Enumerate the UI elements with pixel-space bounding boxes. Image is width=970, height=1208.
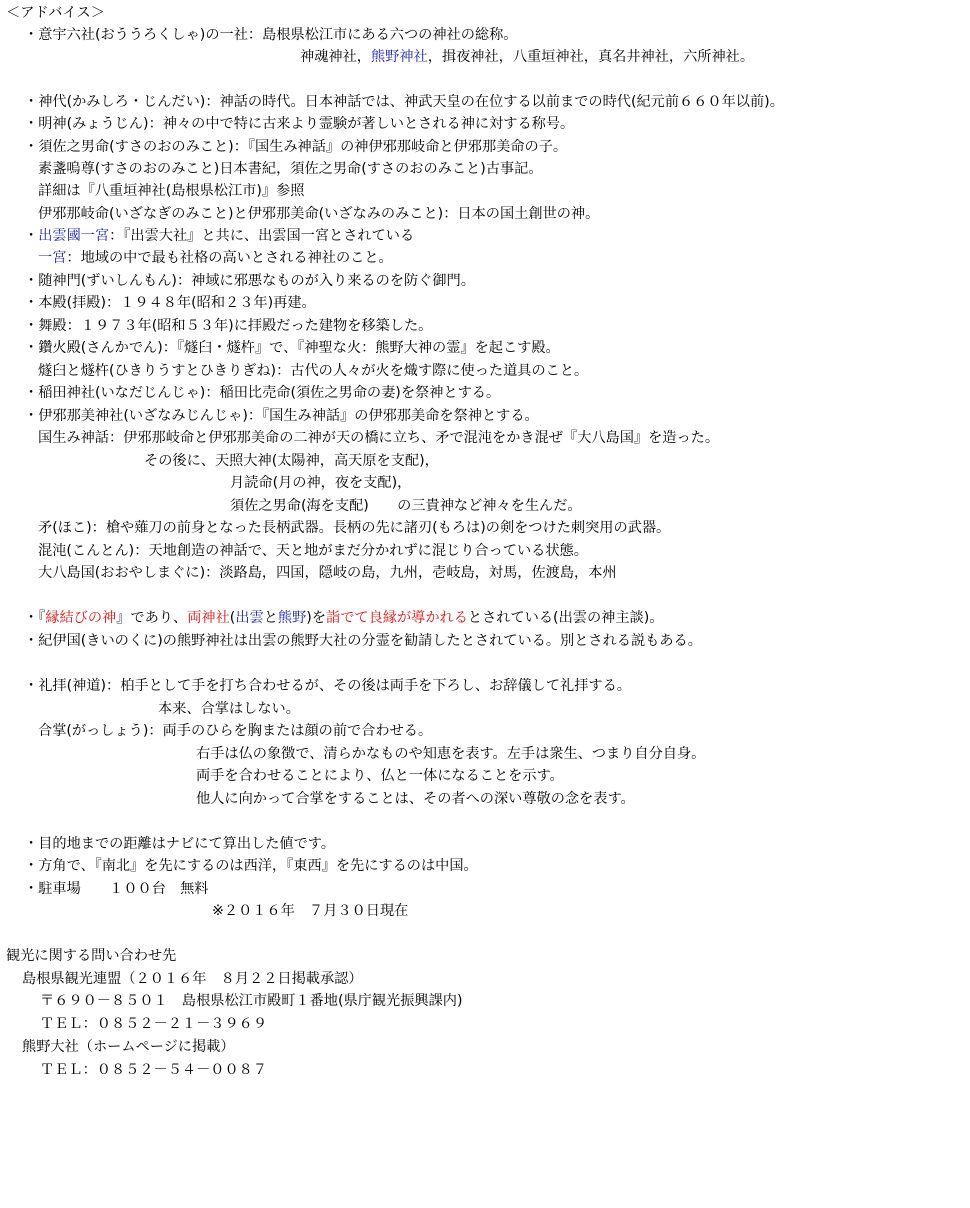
- highlight-text: 縁結びの神: [45, 610, 117, 626]
- advice-heading: ＜アドバイス＞: [6, 5, 105, 21]
- highlight-text: 両神社: [187, 610, 230, 626]
- advice-line: [24, 607, 663, 629]
- contact-address: 〒６９０－８５０１ 島根県松江市殿町１番地(県庁観光振興課内): [40, 993, 463, 1009]
- advice-line: 須佐之男命(海を支配) の三貴神など神々を生んだ。: [230, 498, 582, 514]
- line-text: 』であり、: [116, 610, 188, 626]
- kumano-link[interactable]: 熊野: [277, 610, 307, 626]
- advice-line: 燧臼と燧杵(ひきりうすとひきりぎね)：古代の人々が火を熾す際に使った道具のこと。: [38, 363, 589, 379]
- line-text: )を: [306, 610, 327, 626]
- ichinomiya-link[interactable]: 一宮: [38, 250, 67, 266]
- advice-line: その後に、天照大神(太陽神，高天原を支配)，: [144, 453, 439, 469]
- advice-line: ・礼拝(神道)：柏手として手を打ち合わせるが、その後は両手を下ろし、お辞儀して礼拝する。: [24, 678, 631, 694]
- line-text: ：地域の中で最も社格の高いとされる神社のこと。: [66, 250, 393, 266]
- advice-line: 月読命(月の神，夜を支配)，: [230, 475, 412, 491]
- advice-line: ・鑽火殿(さんかでん)：『燧臼・燧杵』で、『神聖な火：熊野大神の霊』を起こす殿。: [24, 340, 560, 356]
- advice-line: [38, 247, 393, 269]
- advice-line: ・方角で、『南北』を先にするのは西洋，『東西』を先にするのは中国。: [24, 858, 478, 874]
- contact-org: 島根県観光連盟（２０１６年 ８月２２日掲載承認）: [22, 971, 363, 987]
- contact-tel: ＴＥＬ：０８５２－５４－００８７: [40, 1062, 268, 1078]
- advice-line: ・須佐之男命(すさのおのみこと)：『国生み神話』の神伊邪那岐命と伊邪那美命の子。: [24, 139, 568, 155]
- advice-line: 他人に向かって合掌をすることは、その者への深い尊敬の念を表す。: [196, 791, 635, 807]
- line-text: と: [263, 610, 278, 626]
- advice-line: ・意宇六社(おううろくしゃ)の一社：島根県松江市にある六つの神社の総称。: [24, 27, 518, 43]
- advice-line: ・神代(かみしろ・じんだい)：神話の時代。日本神話では、神武天皇の在位する以前までの時代(紀元前６６０年以前)。: [24, 94, 784, 110]
- line-text: とされている(出雲の神主談)。: [467, 610, 664, 626]
- line-text: ，揖夜神社，八重垣神社，真名井神社，六所神社。: [427, 49, 755, 65]
- advice-line: 伊邪那岐命(いざなぎのみこと)と伊邪那美命(いざなみのみこと)：日本の国土創世の神。: [38, 206, 600, 222]
- advice-line: ※２０１６年 ７月３０日現在: [212, 903, 409, 919]
- line-text: ・『: [24, 610, 46, 626]
- advice-line: 両手を合わせることにより、仏と一体になることを示す。: [196, 768, 564, 784]
- advice-line: 詳細は『八重垣神社(島根県松江市)』参照: [38, 183, 305, 199]
- advice-line: ・紀伊国(きいのくに)の熊野神社は出雲の熊野大社の分霊を勧請したとされている。別とされる説もある。: [24, 633, 702, 649]
- highlight-text: 詣でて良縁が導かれる: [326, 610, 468, 626]
- contact-heading: 観光に関する問い合わせ先: [6, 948, 177, 964]
- contact-org: 熊野大社（ホームページに掲載）: [22, 1039, 235, 1055]
- line-text: 神魂神社，: [300, 49, 371, 65]
- advice-line: 本来、合掌はしない。: [158, 701, 300, 717]
- advice-line: ・本殿(拝殿)：１９４８年(昭和２３年)再建。: [24, 295, 316, 311]
- advice-line: 合掌(がっしょう)：両手のひらを胸または顔の前で合わせる。: [38, 723, 433, 739]
- izumo-ichinomiya-link[interactable]: 出雲國一宮: [38, 228, 110, 244]
- advice-line: [24, 225, 414, 247]
- contact-tel: ＴＥＬ：０８５２－２１－３９６９: [40, 1016, 268, 1032]
- advice-line: ・舞殿：１９７３年(昭和５３年)に拝殿だった建物を移築した。: [24, 318, 433, 334]
- advice-line: ・随神門(ずいしんもん)：神域に邪悪なものが入り来るのを防ぐ御門。: [24, 273, 475, 289]
- line-text: ：『出雲大社』と共に、出雲国一宮とされている: [109, 228, 415, 244]
- advice-line: 右手は仏の象徴で、清らかなものや知恵を表す。左手は衆生、つまり自分自身。: [196, 746, 706, 762]
- advice-line: 素盞嗚尊(すさのおのみこと)日本書紀，須佐之男命(すさのおのみこと)古事記。: [38, 161, 543, 177]
- advice-line: ・稲田神社(いなだじんじゃ)：稲田比売命(須佐之男命の妻)を祭神とする。: [24, 385, 501, 401]
- advice-line: 国生み神話：伊邪那岐命と伊邪那美命の二神が天の橋に立ち、矛で混沌をかき混ぜ『大八島国』を造った。: [38, 430, 720, 446]
- advice-line: ・明神(みょうじん)：神々の中で特に古来より霊験が著しいとされる神に対する称号。: [24, 116, 575, 132]
- line-text: ・: [24, 228, 39, 244]
- advice-line: ・目的地までの距離はナビにて算出した値です。: [24, 836, 335, 852]
- advice-line: 混沌(こんとん)：天地創造の神話で、天と地がまだ分かれずに混じり合っている状態。: [38, 543, 588, 559]
- advice-line: 矛(ほこ)：槍や薙刀の前身となった長柄武器。長柄の先に諸刃(もろは)の剣をつけた刺突用の武器。: [38, 520, 671, 536]
- izumo-link[interactable]: 出雲: [235, 610, 264, 626]
- advice-line: ・伊邪那美神社(いざなみじんじゃ)：『国生み神話』の伊邪那美命を祭神とする。: [24, 408, 539, 424]
- advice-line: ・駐車場 １００台 無料: [24, 881, 209, 897]
- line-text: (: [229, 610, 236, 626]
- advice-line: 大八島国(おおやしまぐに)：淡路島，四国，隠岐の島，九州，壱岐島，対馬，佐渡島，本州: [38, 565, 617, 581]
- kumano-shrine-link[interactable]: 熊野神社: [370, 49, 428, 65]
- advice-line: [300, 46, 754, 68]
